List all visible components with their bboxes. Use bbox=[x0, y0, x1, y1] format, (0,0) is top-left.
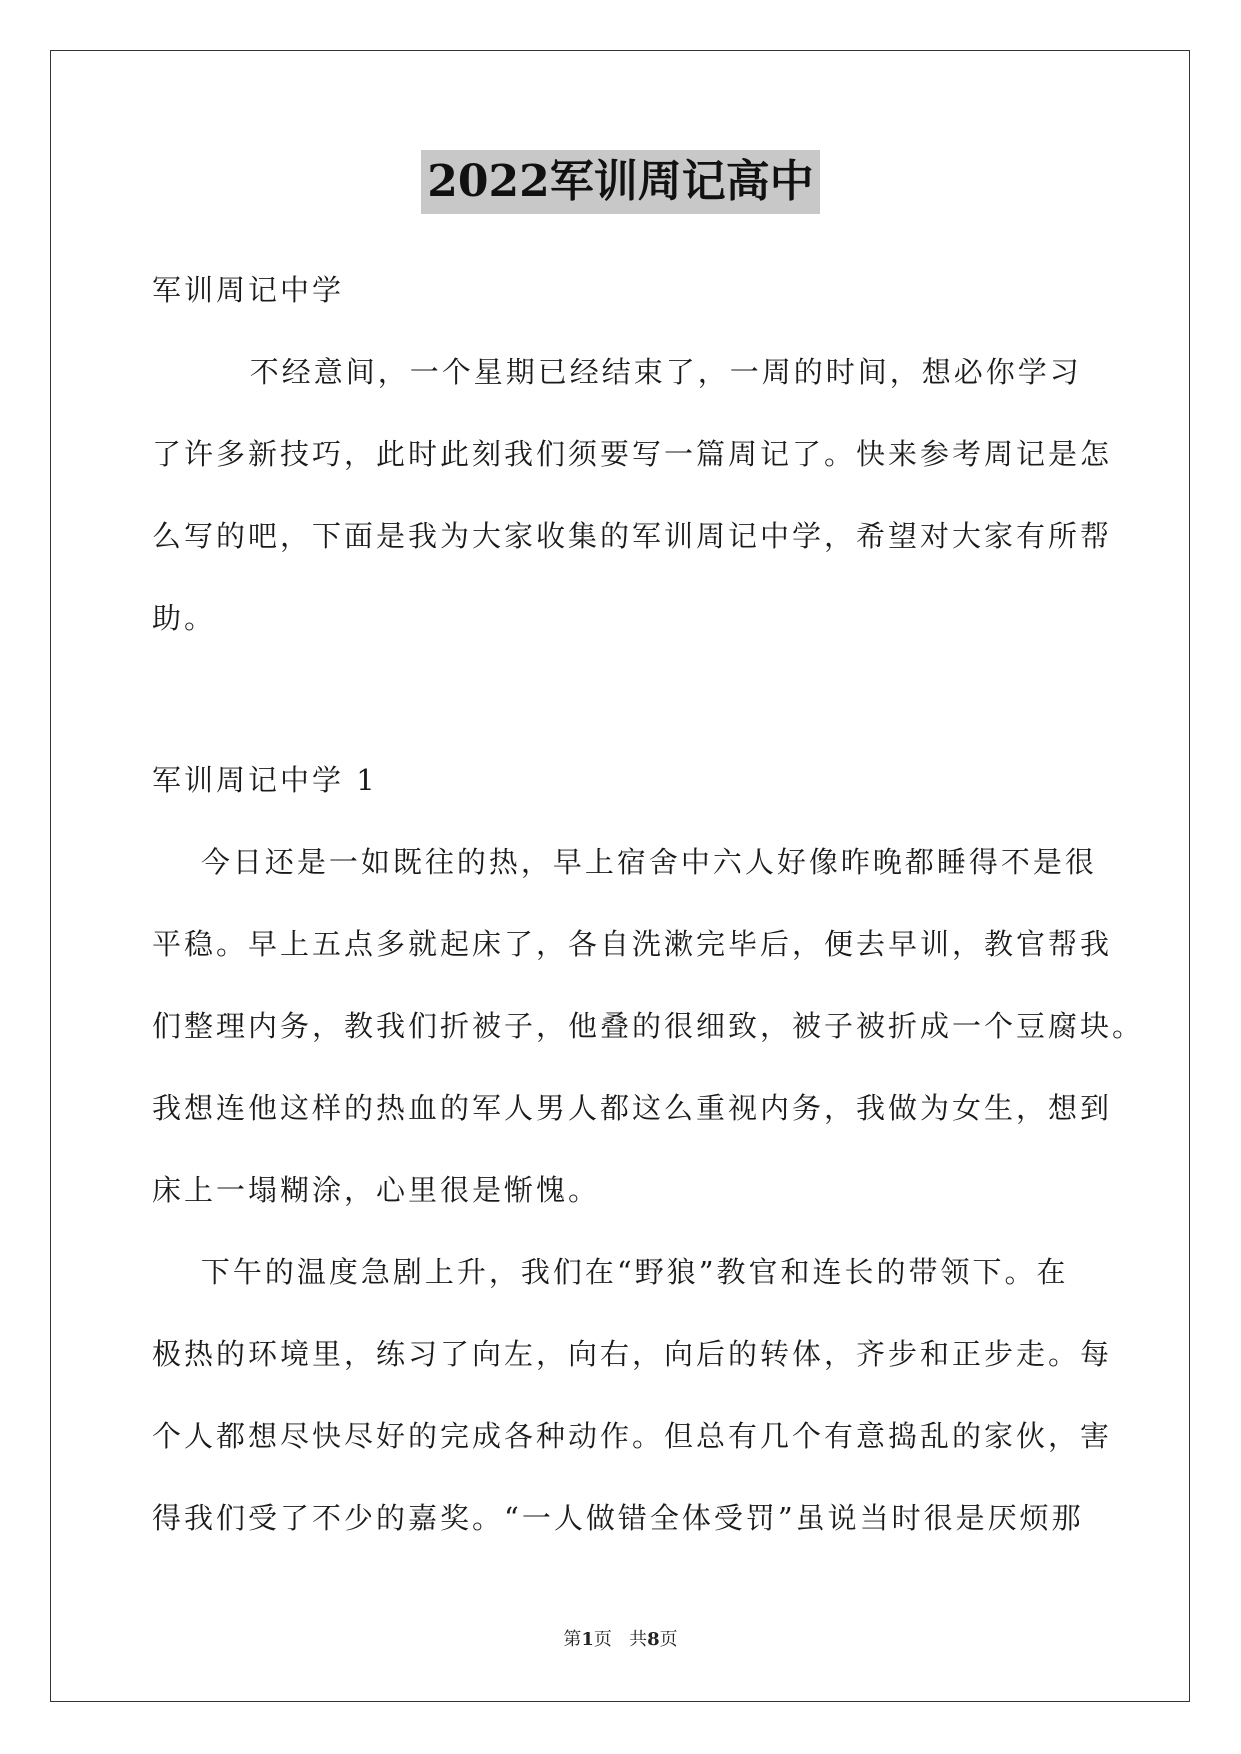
section1-para1-line: 们整理内务，教我们折被子，他叠的很细致，被子被折成一个豆腐块。 bbox=[152, 1009, 1145, 1043]
section1-para2-line: 极热的环境里，练习了向左，向右，向后的转体，齐步和正步走。每 bbox=[152, 1337, 1113, 1371]
section1-para2-line: 得我们受了不少的嘉奖。“一人做错全体受罚”虽说当时很是厌烦那 bbox=[152, 1501, 1084, 1535]
section1-para1-line: 床上一塌糊涂，心里很是惭愧。 bbox=[152, 1173, 601, 1207]
document-body bbox=[152, 265, 1145, 1575]
page-footer bbox=[0, 1625, 1241, 1651]
intro-line: 助。 bbox=[152, 601, 217, 635]
section1-heading: 军训周记中学 1 bbox=[152, 763, 378, 797]
page-prefix: 第 bbox=[563, 1629, 582, 1650]
intro-heading: 军训周记中学 bbox=[152, 273, 345, 307]
current-page-number: 1 bbox=[581, 1629, 594, 1650]
section1-para2-line: 个人都想尽快尽好的完成各种动作。但总有几个有意捣乱的家伙，害 bbox=[152, 1419, 1113, 1453]
total-page-number: 8 bbox=[647, 1629, 660, 1650]
title-container bbox=[0, 150, 1241, 214]
section1-para2-line: 下午的温度急剧上升，我们在“野狼”教官和连长的带领下。在 bbox=[152, 1255, 1069, 1289]
section1-para1-line: 我想连他这样的热血的军人男人都这么重视内务，我做为女生，想到 bbox=[152, 1091, 1113, 1125]
section1-para1-line: 今日还是一如既往的热，早上宿舍中六人好像昨晚都睡得不是很 bbox=[152, 845, 1097, 879]
page-mid: 页 共 bbox=[593, 1629, 648, 1650]
intro-line: 么写的吧，下面是我为大家收集的军训周记中学，希望对大家有所帮 bbox=[152, 519, 1113, 553]
spacer bbox=[152, 675, 1087, 755]
section1-para1-line: 平稳。早上五点多就起床了，各自洗漱完毕后，便去早训，教官帮我 bbox=[152, 927, 1113, 961]
document-title: 2022军训周记高中 bbox=[421, 150, 819, 214]
page-suffix: 页 bbox=[659, 1629, 678, 1650]
intro-line: 了许多新技巧，此时此刻我们须要写一篇周记了。快来参考周记是怎 bbox=[152, 437, 1113, 471]
intro-line: 不经意间，一个星期已经结束了，一周的时间，想必你学习 bbox=[152, 355, 1082, 389]
